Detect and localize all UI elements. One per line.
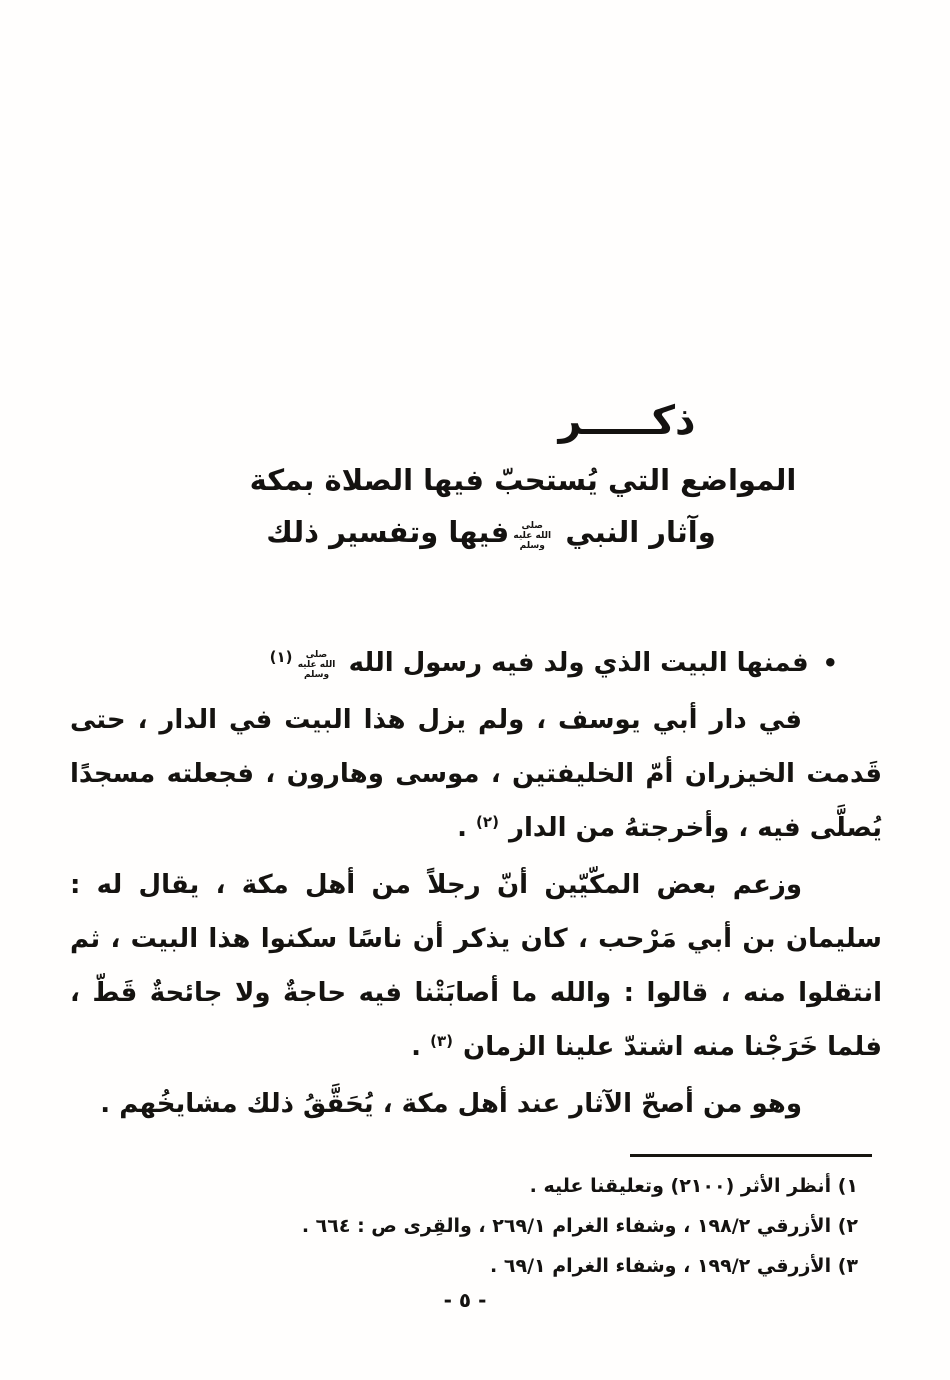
text-run: فمنها البيت الذي ولد فيه رسول الله — [348, 648, 809, 678]
footnote: ٢) الأزرقي ١٩٨/٢ ، وشفاء الغرام ٢٦٩/١ ، والقِرى ص : ٦٦٤ . — [301, 1215, 858, 1237]
footnote-ref: (٢) — [476, 813, 499, 831]
footnotes-block — [80, 1166, 858, 1286]
text-run: في دار أبي يوسف ، ولم يزل هذا البيت في الدار ، حتى قَدمت الخيزران أمّ الخليفتين ، موسى وهارون ، فجعلته مسجدًا يُصلَّى فيه ، وأخرجتهُ من الدار — [70, 705, 882, 843]
text-run: . — [411, 1032, 431, 1062]
footnote-ref: (١) — [269, 648, 293, 666]
text-run: وهو من أصحّ الآثار عند أهل مكة ، يُحَقَّقُ ذلك مشايخُهم . — [100, 1089, 802, 1119]
footnote: ٣) الأزرقي ١٩٩/٢ ، وشفاء الغرام ٦٩/١ . — [490, 1255, 858, 1277]
page-number: - ٥ - — [443, 1288, 487, 1312]
honorific-symbol: صلى الله عليه وسلم — [297, 650, 336, 680]
footnote-ref: (٣) — [430, 1032, 453, 1050]
paragraphs-container — [70, 693, 882, 1131]
chapter-subtitle-line2 — [86, 510, 896, 554]
bullet-marker: • — [822, 649, 838, 677]
chapter-heading — [72, 396, 882, 554]
chapter-subtitle-line1: المواضع التي يُستحبّ فيها الصلاة بمكة — [249, 463, 797, 497]
footnote-divider — [630, 1154, 872, 1157]
text-run: وآثار النبي — [565, 515, 716, 549]
footnote: ١) أنظر الأثر (٢١٠٠) وتعليقنا عليه . — [529, 1175, 858, 1197]
honorific-symbol: صلى الله عليه وسلم — [513, 521, 552, 551]
text-run: . — [457, 813, 477, 843]
text-run: وزعم بعض المكّيّين أنّ رجلاً من أهل مكة ، يقال له : سليمان بن أبي مَرْحب ، كان يذكر أن ناسًا سكنوا هذا البيت ، ثم انتقلوا منه ، قالوا : والله ما أصابَتْنا فيه حاجةٌ ولا جائحةٌ قَطّ ، فلما خَرَجْنا منه اشتدّ علينا الزمان — [70, 870, 882, 1062]
bullet-item-text — [269, 639, 809, 680]
paragraph — [70, 693, 882, 858]
chapter-title: ذكـــــر — [558, 398, 696, 444]
paragraph — [70, 858, 882, 1077]
body-text — [70, 636, 882, 1131]
text-run: فيها وتفسير ذلك — [266, 515, 510, 549]
bullet-item — [70, 636, 882, 693]
paragraph — [70, 1077, 882, 1131]
